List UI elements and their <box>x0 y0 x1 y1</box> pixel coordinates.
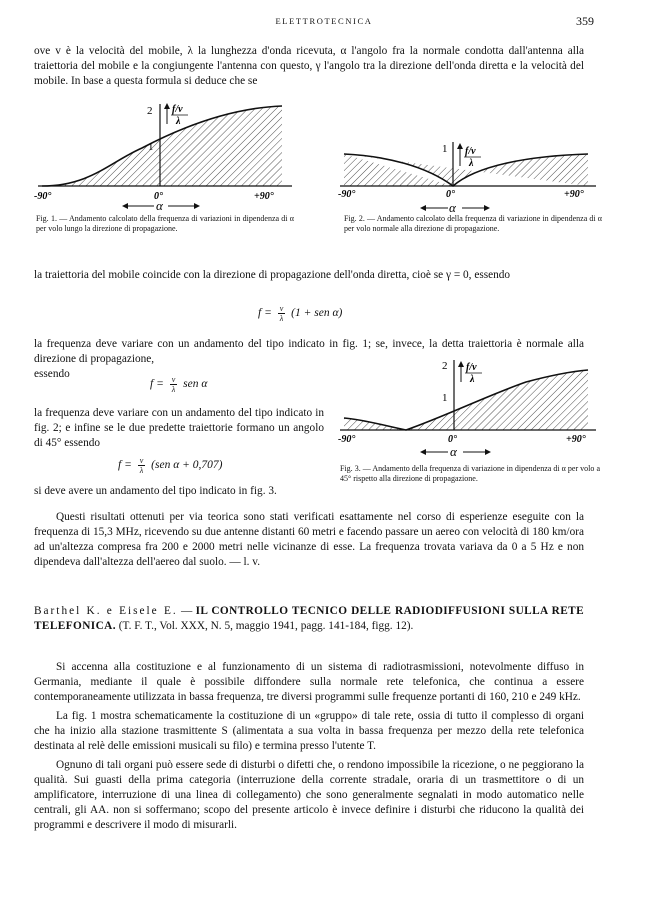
paragraph-freq-1-text: la frequenza deve variare con un andamento del tipo indicato in fig. 1; se, invece, la detta traiettoria è normale alla direzione di propagazione, <box>34 338 584 365</box>
fig2-ratio-label: f/v <box>465 146 476 157</box>
formula-3-num: v <box>139 456 144 465</box>
paragraph-freq-3-text: si deve avere un andamento del tipo indicato in fig. 3. <box>34 485 277 497</box>
fig2-x-mid: 0° <box>446 189 455 200</box>
formula-1-num: v <box>279 304 284 313</box>
formula-1-den: λ <box>279 314 284 323</box>
formula-2 <box>150 375 207 394</box>
formula-1 <box>258 304 342 323</box>
formula-1-rhs: (1 + sen α) <box>291 307 343 320</box>
fig3-x-left: -90° <box>338 434 356 445</box>
formula-2-lhs: f = <box>150 378 164 391</box>
formula-2-num: v <box>171 375 176 384</box>
paragraph-traiettoria <box>34 268 584 283</box>
formula-3-lhs: f = <box>118 459 132 472</box>
article-body <box>34 660 584 833</box>
biblio-title: IL CONTROLLO TECNICO DELLE RADIODIFFUSIONI SULLA RETE TELEFONICA. <box>34 605 585 632</box>
biblio-dash: — <box>177 605 196 617</box>
paragraph-b1: Si accenna alla costituzione e al funzionamento di un sistema di radiotrasmissioni, notevolmente diffuso in Germania, mediante il quale è possibile diffondere sulla normale rete telefonica, che continua a essere contemporaneamente utilizzata in bassa frequenza, tre diversi programmi sulle frequenze portanti di 160, 210 e 249 kHz. <box>34 661 584 703</box>
paragraph-results <box>34 510 584 570</box>
fig1-curve-area <box>42 106 282 186</box>
fig1-axis-arrowhead-right <box>194 203 200 209</box>
page-header <box>0 14 648 34</box>
running-title: ELETTROTECNICA <box>275 16 373 26</box>
fig3-axis-symbol: α <box>450 444 457 459</box>
fig2-x-right: +90° <box>564 189 584 200</box>
fig1-axis-arrowhead-left <box>122 203 128 209</box>
fig1-ratio-label: f/v <box>172 104 183 115</box>
fig2-y-label-top: 1 <box>442 143 448 155</box>
figure-3 <box>336 356 606 460</box>
paragraph-b3: Ognuno di tali organi può essere sede di disturbi o difetti che, o rendono impossibile la ricezione, o ne peggiorano la qualità. Sui guasti della prima categoria (interruzione della corrente stradale, oraria di un trasmettitore o di un amplificatore, interruzione di una linea di collegamento) che sono generalmente segnalati in modo automatico nelle centrali, gli AA. non si soffermano; scopo del presente articolo è invece definire i disturbi che riducono la qualità dei programmi e descrivere il modo di misurarli. <box>34 759 584 831</box>
formula-2-rhs: sen α <box>183 378 208 391</box>
fig3-ratio-den: λ <box>470 374 475 385</box>
formula-3-den: λ <box>139 466 144 475</box>
fig3-x-right: +90° <box>566 434 586 445</box>
fig1-axis-symbol: α <box>156 198 163 212</box>
fig2-x-left: -90° <box>338 189 356 200</box>
paragraph-intro-text: ove v è la velocità del mobile, λ la lunghezza d'onda ricevuta, α l'angolo fra la normale condotta dall'antenna alla traiettoria del mobile e la congiungente l'antenna con questo, γ l'angolo tra la direzione dell'onda diretta e la velocità del mobile. In base a questa formula si deduce che se <box>34 45 584 87</box>
fig3-axis-arrowhead-left <box>420 449 426 455</box>
fig3-y-label-mid: 1 <box>442 392 448 404</box>
figure-1 <box>30 100 300 212</box>
formula-3-rhs: (sen α + 0,707) <box>151 459 223 472</box>
fig1-x-right: +90° <box>254 191 274 202</box>
paragraph-results-text: Questi risultati ottenuti per via teorica sono stati verificati esattamente nel corso di esperienze eseguite con la frequenza di 15,3 MHz, ricevendo su due antenne distanti 60 metri e facendo passare un aereo con velocità di 180 km/ora ad un'altezza compresa fra 200 e 2000 metri nelle vicinanze di esse. La frequenza trovata variava da 0 a 5 Hz e non dipendeva dall'altezza dell'aereo dal suolo. — l. v. <box>34 511 584 568</box>
fig2-curve-area <box>344 154 588 186</box>
formula-2-den: λ <box>171 385 176 394</box>
biblio-authors: Barthel K. e Eisele E. <box>34 605 178 617</box>
paragraph-b2: La fig. 1 mostra schematicamente la costituzione di un «gruppo» di tale rete, ossia di tutto il complesso di organi che ha inizio alla stazione trasmittente S (alimentata a sua volta in bassa frequenza per mezzo della rete telefonica destinata al relè delle emissioni musicali su filo) e termina presso l'utente T. <box>34 710 584 752</box>
fig2-ratio-arrowhead <box>457 143 463 149</box>
fig3-axis-arrowhead-right <box>485 449 491 455</box>
page-number: 359 <box>576 14 594 28</box>
fig2-axis-symbol: α <box>449 200 456 215</box>
paragraph-traiettoria-text: la traiettoria del mobile coincide con la direzione di propagazione dell'onda diretta, cioè se γ = 0, essendo <box>34 269 511 281</box>
fig1-x-left: -90° <box>34 191 52 202</box>
formula-1-lhs: f = <box>258 307 272 320</box>
figure-2 <box>336 136 606 216</box>
fig3-curve-area <box>344 370 588 430</box>
fig2-ratio-den: λ <box>469 158 474 169</box>
fig1-ratio-arrowhead <box>164 103 170 109</box>
fig2-axis-arrowhead-right <box>484 205 490 211</box>
fig2-axis-arrowhead-left <box>420 205 426 211</box>
formula-3 <box>118 456 222 475</box>
fig1-y-label-mid: 1 <box>148 141 154 153</box>
formula-2-fraction <box>170 375 178 394</box>
fig3-x-mid: 0° <box>448 434 457 445</box>
fig3-ratio-arrowhead <box>458 361 464 367</box>
formula-3-fraction <box>138 456 146 475</box>
paragraph-freq-2-text: la frequenza deve variare con un andamento del tipo indicato in fig. 2; e infine se le due predette traiettorie formano un angolo di 45° essendo <box>34 407 324 449</box>
formula-1-fraction <box>278 304 286 323</box>
fig1-x-mid: 0° <box>154 191 163 202</box>
paragraph-freq-2 <box>34 406 324 451</box>
fig3-y-label-top: 2 <box>442 360 448 372</box>
fig1-y-label-top: 2 <box>147 105 153 117</box>
fig3-ratio-label: f/v <box>466 362 477 373</box>
paragraph-essendo: essendo <box>34 368 70 380</box>
paragraph-freq-3 <box>34 484 324 499</box>
figure-1-caption: Fig. 1. — Andamento calcolato della frequenza di variazioni in dipendenza di α per volo lungo la direzione di propagazione. <box>36 214 294 233</box>
paragraph-intro <box>34 44 584 89</box>
figure-3-caption: Fig. 3. — Andamento della frequenza di variazione in dipendenza di α per volo a 45° rispetto alla direzione di propagazione. <box>340 464 600 483</box>
figure-2-caption: Fig. 2. — Andamento calcolato della frequenza di variazione in dipendenza di α per volo normale alla direzione di propagazione. <box>344 214 602 233</box>
bibliographic-entry <box>34 604 584 634</box>
fig1-ratio-den: λ <box>176 116 181 127</box>
biblio-ref: (T. F. T., Vol. XXX, N. 5, maggio 1941, pagg. 141-184, figg. 12). <box>115 620 414 632</box>
